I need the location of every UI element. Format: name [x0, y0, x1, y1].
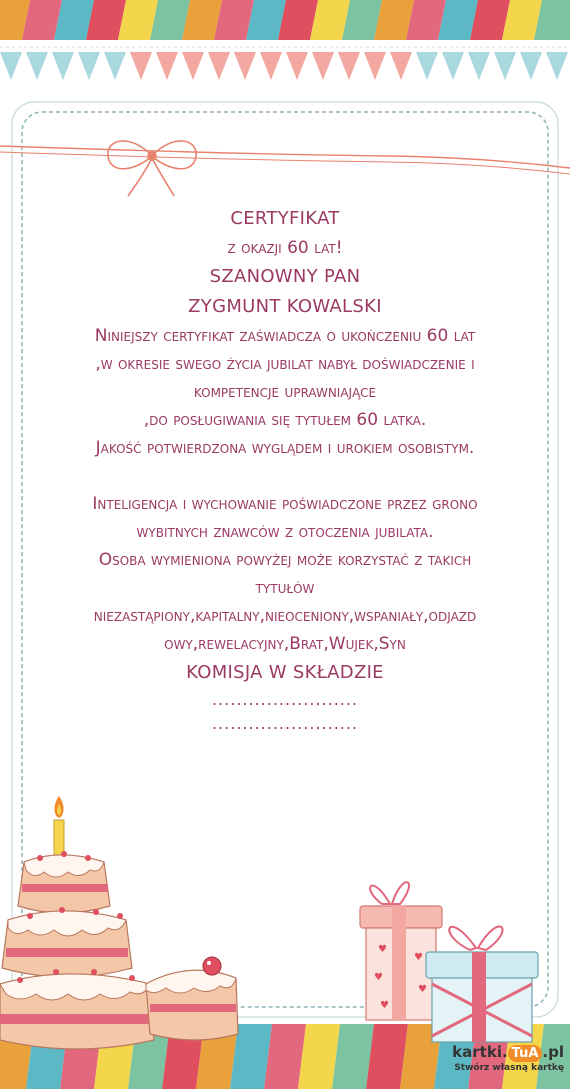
- logo-brand: kartki.: [452, 1043, 508, 1061]
- body-line: niezastąpiony,kapitalny,nieoceniony,wspaniały,odjazd: [93, 606, 477, 626]
- occasion-line: z okazji 60 lat!: [227, 238, 343, 258]
- body-line: ,do posługiwania się tytułem 60 latka.: [143, 410, 427, 430]
- body-line: ,w okresie swego życia jubilat nabył doświadczenie i: [95, 354, 475, 374]
- logo-wordmark: [452, 1043, 564, 1062]
- svg-text:♥: ♥: [374, 972, 383, 983]
- body-line: Jakość potwierdzona wyglądem i urokiem osobistym.: [95, 438, 475, 458]
- signature-line: ........................: [211, 714, 359, 733]
- committee-heading: KOMISJA W SKŁADZIE: [186, 662, 384, 683]
- body-line: Osoba wymieniona powyżej może korzystać z takich: [98, 550, 472, 570]
- logo-tld: .pl: [542, 1043, 564, 1061]
- brand-logo[interactable]: [452, 1043, 564, 1081]
- svg-text:♥: ♥: [418, 984, 427, 995]
- body-line: Niniejszy certyfikat zaświadcza o ukończeniu 60 lat: [94, 326, 476, 346]
- svg-text:♥: ♥: [378, 944, 387, 955]
- svg-text:♥: ♥: [380, 1000, 389, 1011]
- logo-badge: TuA: [508, 1045, 543, 1062]
- body-line: Inteligencja i wychowanie poświadczone przez grono: [92, 494, 478, 514]
- svg-text:♥: ♥: [414, 952, 423, 963]
- body-line: wybitnych znawców z otoczenia jubilata.: [136, 522, 434, 542]
- body-line: tytułów: [255, 578, 315, 598]
- certificate-title: CERTYFIKAT: [230, 208, 340, 229]
- body-line: owy,rewelacyjny,Brat,Wujek,Syn: [164, 634, 406, 654]
- recipient-name: ZYGMUNT KOWALSKI: [188, 296, 382, 317]
- salutation: SZANOWNY PAN: [209, 266, 361, 287]
- signature-line: ........................: [211, 690, 359, 709]
- logo-tagline: Stwórz własną kartkę: [454, 1063, 564, 1073]
- body-line: kompetencje uprawniające: [193, 382, 377, 402]
